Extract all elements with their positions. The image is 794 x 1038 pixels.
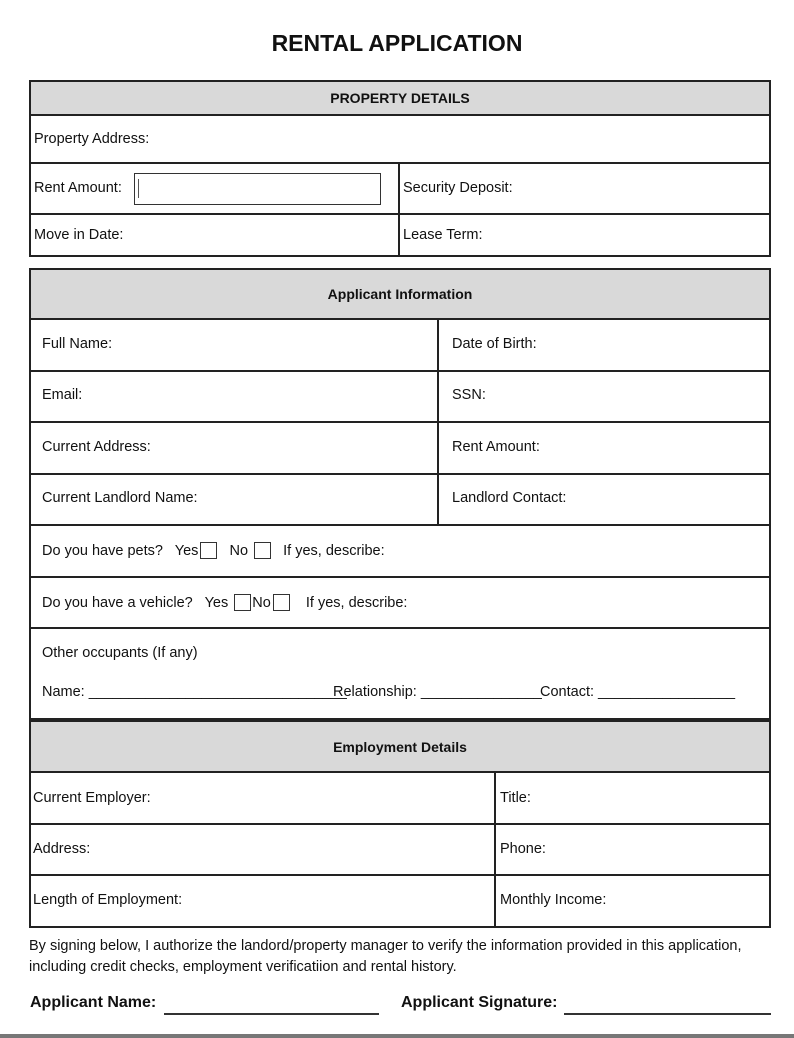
page-bottom-edge xyxy=(0,1034,794,1038)
pets-no-label: No xyxy=(229,543,249,559)
page-title: RENTAL APPLICATION xyxy=(271,30,523,56)
vehicle-yes-label: Yes xyxy=(204,595,229,611)
pets-no-checkbox[interactable] xyxy=(254,542,271,559)
divider xyxy=(29,473,771,475)
pets-row xyxy=(42,542,385,559)
divider xyxy=(29,576,771,578)
divider xyxy=(398,163,400,256)
applicant-info-header: Applicant Information xyxy=(31,270,769,320)
pets-yes-checkbox[interactable] xyxy=(200,542,217,559)
move-in-date-label[interactable]: Move in Date: xyxy=(34,227,124,243)
ssn-label[interactable]: SSN: xyxy=(452,387,486,403)
authorization-text: By signing below, I authorize the landord/property manager to verify the information provided in this application, including credit checks, employment verificatiion and rental history. xyxy=(29,938,742,975)
employer-address-label[interactable]: Address: xyxy=(33,841,91,857)
job-title-label[interactable]: Title: xyxy=(500,790,531,806)
security-deposit-label[interactable]: Security Deposit: xyxy=(403,180,513,196)
divider xyxy=(437,320,439,525)
vehicle-describe-label[interactable]: If yes, describe: xyxy=(305,595,408,611)
other-occupants-label: Other occupants (If any) xyxy=(42,645,198,661)
property-details-header: PROPERTY DETAILS xyxy=(31,82,769,116)
divider xyxy=(29,421,771,423)
applicant-signature-label: Applicant Signature: xyxy=(401,994,558,1011)
vehicle-no-checkbox[interactable] xyxy=(273,594,290,611)
divider xyxy=(29,874,771,876)
pets-describe-label[interactable]: If yes, describe: xyxy=(283,543,385,559)
occupant-relationship-field[interactable]: Relationship: _______________ xyxy=(333,684,542,700)
property-address-label[interactable]: Property Address: xyxy=(34,131,150,147)
employment-length-label[interactable]: Length of Employment: xyxy=(33,892,183,908)
vehicle-question: Do you have a vehicle? xyxy=(42,595,193,611)
employer-phone-label[interactable]: Phone: xyxy=(500,841,546,857)
divider xyxy=(494,773,496,927)
applicant-signature-line[interactable] xyxy=(564,1013,771,1015)
current-address-label[interactable]: Current Address: xyxy=(42,439,151,455)
applicant-name-line[interactable] xyxy=(164,1013,379,1015)
email-label[interactable]: Email: xyxy=(42,387,83,403)
current-rent-label[interactable]: Rent Amount: xyxy=(452,439,540,455)
current-employer-label[interactable]: Current Employer: xyxy=(33,790,151,806)
vehicle-yes-checkbox[interactable] xyxy=(234,594,251,611)
landlord-contact-label[interactable]: Landlord Contact: xyxy=(452,490,567,506)
applicant-name-label: Applicant Name: xyxy=(30,994,157,1011)
lease-term-label[interactable]: Lease Term: xyxy=(403,227,483,243)
divider xyxy=(29,823,771,825)
pets-question: Do you have pets? xyxy=(42,543,163,559)
pets-yes-label: Yes xyxy=(174,543,199,559)
monthly-income-label[interactable]: Monthly Income: xyxy=(500,892,607,908)
occupant-name-field[interactable]: Name: ________________________________ xyxy=(42,684,347,700)
divider xyxy=(29,524,771,526)
vehicle-row xyxy=(42,594,407,611)
divider xyxy=(29,213,771,215)
divider xyxy=(29,627,771,629)
dob-label[interactable]: Date of Birth: xyxy=(452,336,537,352)
rent-amount-label: Rent Amount: xyxy=(34,180,122,196)
rent-amount-input[interactable] xyxy=(134,173,381,205)
full-name-label[interactable]: Full Name: xyxy=(42,336,113,352)
vehicle-no-label: No xyxy=(252,595,271,611)
employment-header: Employment Details xyxy=(31,722,769,773)
divider xyxy=(29,370,771,372)
landlord-name-label[interactable]: Current Landlord Name: xyxy=(42,490,198,506)
occupant-contact-field[interactable]: Contact: _________________ xyxy=(540,684,736,700)
text-caret xyxy=(138,179,139,198)
divider xyxy=(29,162,771,164)
